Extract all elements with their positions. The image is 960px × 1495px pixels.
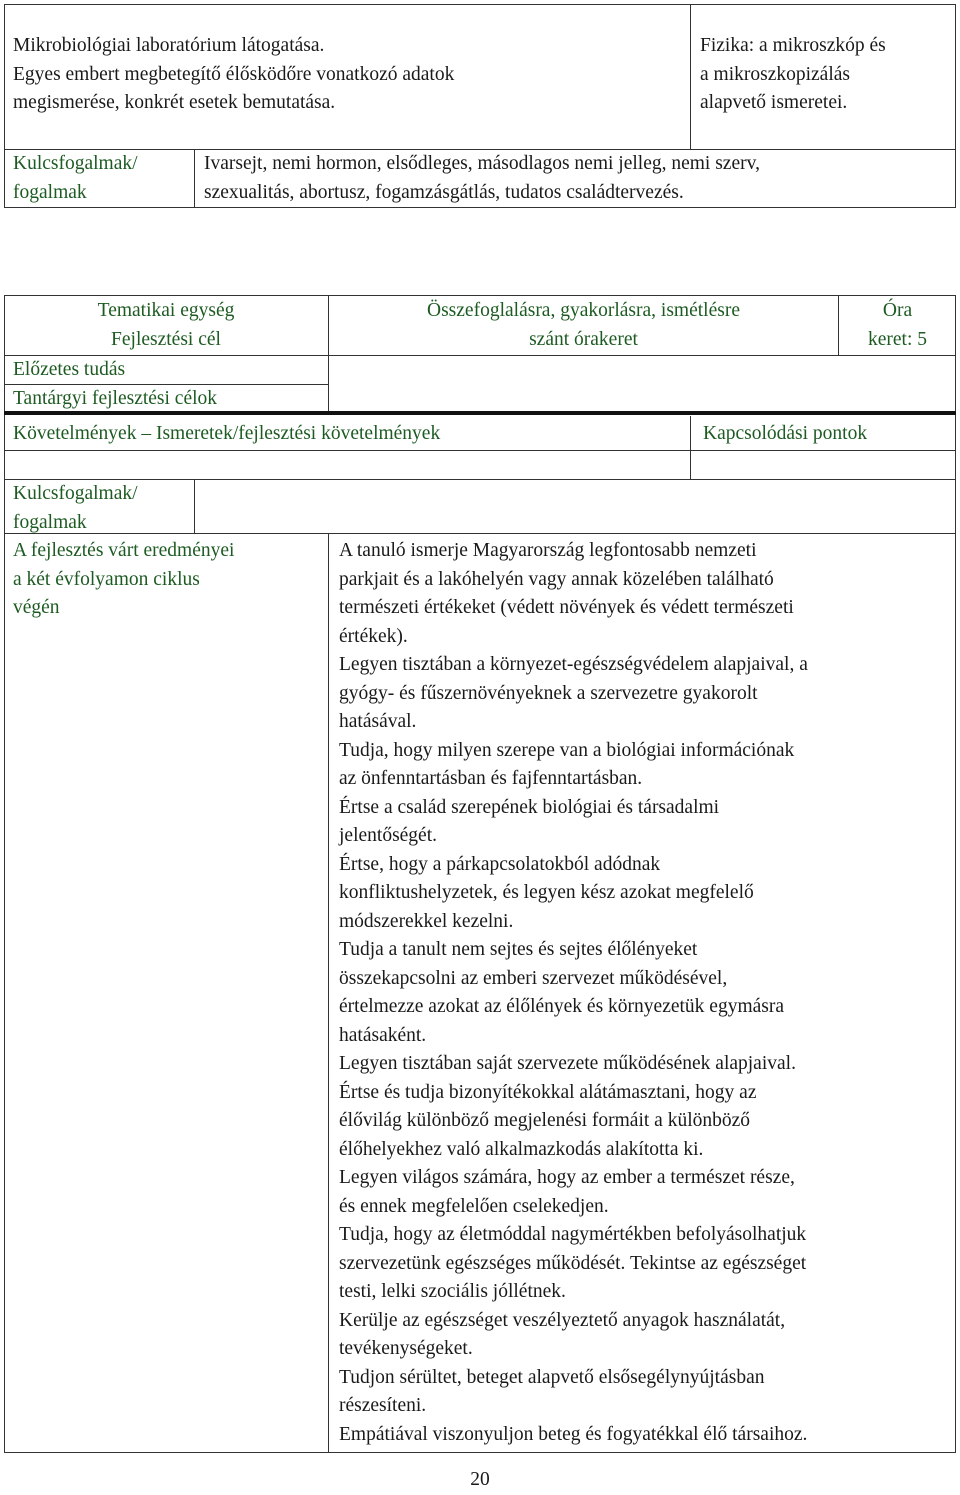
thematic-unit-label: Tematikai egység Fejlesztési cél (97, 300, 235, 350)
outcome-line: Értse és tudja bizonyítékokkal alátámasztani, hogy az (339, 1081, 757, 1103)
outcome-line: és ennek megfelelően cselekedjen. (339, 1195, 609, 1217)
key-concepts-value: Ivarsejt, nemi hormon, elsődleges, másodlagos nemi jelleg, nemi szerv, szexualitás, abortusz, fogamzásgátlás, tudatos családtervezés. (204, 153, 760, 203)
outcome-line: Kerülje az egészséget veszélyeztető anyagok használatát, (339, 1309, 786, 1331)
thematic-unit-title: Összefoglalásra, gyakorlásra, ismétlésre szánt órakeret (427, 300, 740, 350)
outcome-line: értékek). (339, 625, 408, 647)
physics-connection: Fizika: a mikroszkóp és a mikroszkopizálás alapvető ismeretei. (700, 35, 886, 113)
outcome-line: Értse a család szerepének biológiai és társadalmi (339, 796, 720, 818)
outcome-line: testi, lelki szociális jóllétnek. (339, 1281, 566, 1302)
outcome-line: Értse, hogy a párkapcsolatokból adódnak (339, 853, 661, 875)
outcome-line: Empátiával viszonyuljon beteg és fogyatékkal élő társaihoz. (339, 1423, 808, 1445)
outcome-line: Tudja, hogy milyen szerepe van a biológiai információnak (339, 739, 795, 761)
outcome-line: szervezetünk egészséges működését. Tekintse az egészséget (339, 1252, 807, 1274)
connections-header: Kapcsolódási pontok (703, 423, 868, 444)
outcome-line: Legyen tisztában saját szervezete működésének alapjaival. (339, 1053, 796, 1074)
outcome-line: Tudja, hogy az életmóddal nagymértékben befolyásolhatjuk (339, 1224, 807, 1245)
outcome-line: Tudjon sérültet, beteget alapvető elsősegélynyújtásban (339, 1366, 765, 1388)
key-concepts-label: Kulcsfogalmak/ fogalmak (13, 153, 138, 203)
subject-goals-label: Tantárgyi fejlesztési célok (13, 388, 218, 409)
outcome-line: természeti értékeket (védett növények és védett természeti (339, 597, 794, 618)
outcome-line: A tanuló ismerje Magyarország legfontosabb nemzeti (339, 540, 757, 561)
requirements-header: Követelmények – Ismeretek/fejlesztési követelmények (13, 423, 441, 444)
outcome-line: hatásaként. (339, 1024, 427, 1046)
outcome-line: az önfenntartásban és fajfenntartásban. (339, 768, 643, 789)
outcome-line: Legyen tisztában a környezet-egészségvédelem alapjaival, a (339, 654, 808, 675)
visit-description: Mikrobiológiai laboratórium látogatása. Egyes embert megbetegítő élősködőre vonatkozó adatok megismerése, konkrét esetek bemutatása. (13, 35, 455, 113)
outcome-line: konfliktushelyzetek, és legyen kész azokat megfelelő (339, 882, 754, 903)
expected-outcomes-label: A fejlesztés várt eredményei a két évfolyamon ciklus végén (13, 540, 235, 618)
expected-outcomes-text (329, 537, 956, 1449)
outcome-line: jelentőségét. (339, 825, 438, 846)
outcome-line: élőhelyekhez való alkalmazkodás alakította ki. (339, 1138, 704, 1160)
outcome-line: hatásával. (339, 711, 417, 732)
outcome-line: Legyen világos számára, hogy az ember a természet része, (339, 1167, 795, 1188)
hours-frame: Óra keret: 5 (867, 300, 927, 350)
outcome-line: értelmezze azokat az élőlények és környezetük egymásra (339, 996, 785, 1017)
outcome-line: élővilág különböző megjelenési formáit a különböző (339, 1110, 751, 1131)
outcome-line: parkjait és a lakóhelyén vagy annak közelében található (339, 568, 774, 590)
page-number: 20 (470, 1469, 490, 1490)
key-concepts-label-2: Kulcsfogalmak/ fogalmak (13, 483, 138, 533)
outcome-line: tevékenységeket. (339, 1338, 473, 1359)
outcome-line: Tudja a tanult nem sejtes és sejtes élőlényeket (339, 939, 698, 960)
outcome-line: módszerekkel kezelni. (339, 910, 514, 932)
previous-knowledge-label: Előzetes tudás (13, 359, 126, 380)
outcome-line: gyógy- és fűszernövényeknek a szervezetre gyakorolt (339, 682, 758, 704)
outcome-line: részesíteni. (339, 1395, 427, 1416)
outcome-line: összekapcsolni az emberi szervezet működésével, (339, 967, 728, 989)
